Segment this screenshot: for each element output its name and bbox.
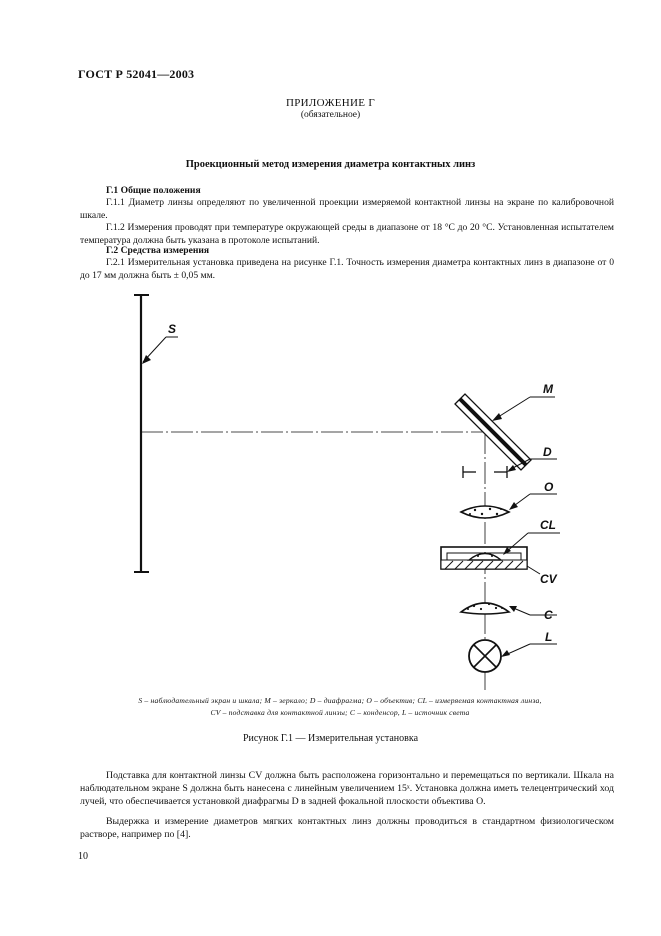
label-cl: CL [540, 518, 556, 532]
figure-caption: Рисунок Г.1 — Измерительная установка [242, 733, 419, 744]
label-o: O [544, 480, 554, 494]
figure-legend-line2: CV – подставка для контактной линзы; C – конденсор, L – источник света [210, 708, 470, 717]
condenser-c [461, 603, 509, 614]
objective-o [461, 506, 509, 518]
section-title: Проекционный метод измерения диаметра контактных линз [185, 159, 476, 170]
label-c: C [544, 608, 553, 622]
leader-m [492, 397, 555, 421]
light-source-l [469, 640, 501, 672]
paragraph-solution: Выдержка и измерение диаметров мягких контактных линз должны проводиться в стандартном физиологическом растворе, например по [4]. [80, 816, 614, 840]
heading-general: Г.1 Общие положения [106, 185, 201, 196]
page-number: 10 [78, 851, 88, 862]
standard-number: ГОСТ Р 52041—2003 [78, 67, 195, 81]
appendix-title: ПРИЛОЖЕНИЕ Г [285, 97, 376, 109]
heading-instruments: Г.2 Средства измерения [106, 245, 210, 256]
label-cv: CV [540, 572, 557, 586]
screen-s [134, 295, 149, 572]
leader-o [509, 494, 557, 510]
leader-l [501, 644, 557, 657]
paragraph-g21: Г.2.1 Измерительная установка приведена на рисунке Г.1. Точность измерения диаметра контактных линз в диапазоне от 0 до 17 мм должна быть ± 0,05 мм. [80, 257, 614, 281]
label-m: M [543, 382, 553, 396]
figure-legend-line1: S – наблюдательный экран и шкала; M – зеркало; D – диафрагма; O – объектив; CL – измеряемая контактная линза, [138, 696, 542, 705]
leader-cv [527, 566, 540, 574]
paragraph-holder: Подставка для контактной линзы CV должна быть расположена горизонтально и перемещаться по вертикали. Шкала на наблюдательном экране S должна быть нанесена с линейным увеличением 15ˣ. Установка должна иметь телецентрический ход лучей, что обеспечивается установкой диафрагмы D в задней фокальной плоскости объектива O. [80, 770, 614, 807]
label-d: D [543, 445, 552, 459]
appendix-subtitle: (обязательное) [300, 110, 361, 120]
paragraph-g11: Г.1.1 Диаметр линзы определяют по увеличенной проекции измеряемой контактной линзы на экране по калибровочной шкале. [80, 197, 614, 221]
label-s: S [168, 322, 177, 336]
leader-s [142, 337, 178, 364]
paragraph-g12: Г.1.2 Измерения проводят при температуре окружающей среды в диапазоне от 18 °С до 20 °С. Установленная испытателем температура должна быть указана в протоколе испытаний. [80, 222, 614, 246]
label-l: L [545, 630, 553, 644]
